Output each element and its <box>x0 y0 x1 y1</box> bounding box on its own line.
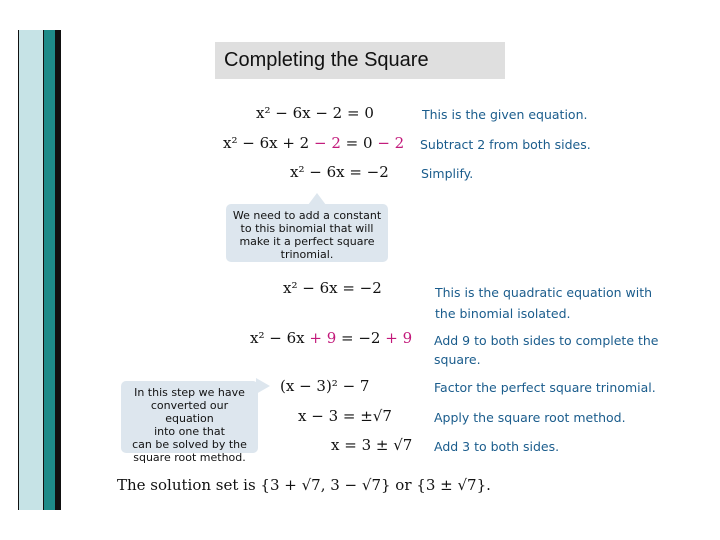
callout-convert-line: square root method. <box>133 451 246 464</box>
step-4-note <box>435 282 652 324</box>
callout-binomial <box>226 204 388 262</box>
left-decor-bar-light <box>18 30 43 510</box>
callout-convert-line: In this step we have <box>134 386 245 399</box>
callout-convert <box>121 381 258 464</box>
step-1-equation: x² − 6x − 2 = 0 <box>256 104 374 122</box>
step-8-equation: x = 3 ± √7 <box>331 436 413 454</box>
callout-convert-line: into one that <box>154 425 225 438</box>
step-4-note-line: the binomial isolated. <box>435 306 571 321</box>
step-6-note: Factor the perfect square trinomial. <box>434 380 656 395</box>
step-7-equation: x − 3 = ±√7 <box>298 407 392 425</box>
step-2-equation <box>223 134 404 152</box>
left-decor-bar-teal <box>43 30 55 510</box>
step-5-eq-part-d: + 9 <box>385 329 413 347</box>
step-5-note <box>434 331 659 369</box>
step-5-eq-part-a: x² − 6x <box>250 329 310 347</box>
callout-convert-line: can be solved by the <box>132 438 247 451</box>
step-4-note-line: This is the quadratic equation with <box>435 285 653 300</box>
callout-binomial-line: We need to add a constant <box>232 209 382 222</box>
step-6-equation: (x − 3)² − 7 <box>280 377 370 395</box>
step-7-note: Apply the square root method. <box>434 410 626 425</box>
step-3-equation: x² − 6x = −2 <box>290 163 389 181</box>
step-2-eq-part-d: − 2 <box>377 134 405 152</box>
step-1-note: This is the given equation. <box>422 107 588 122</box>
left-decor-bar-dark <box>55 30 61 510</box>
step-3-note: Simplify. <box>421 166 474 181</box>
slide-title: Completing the Square <box>215 42 505 79</box>
step-5-eq-part-c: = −2 <box>336 329 386 347</box>
step-5-note-line: square. <box>434 352 481 367</box>
step-5-equation <box>250 329 412 347</box>
callout-convert-line: converted our equation <box>150 399 229 425</box>
step-5-note-line: Add 9 to both sides to complete the <box>434 333 659 348</box>
callout-pointer-right <box>256 378 270 394</box>
step-5-eq-part-b: + 9 <box>309 329 337 347</box>
step-8-note: Add 3 to both sides. <box>434 439 560 454</box>
step-2-eq-part-b: − 2 <box>314 134 341 152</box>
callout-binomial-line: trinomial. <box>280 248 334 261</box>
step-2-note: Subtract 2 from both sides. <box>420 137 591 152</box>
solution-set: The solution set is {3 + √7, 3 − √7} or {3 ± √7}. <box>117 476 491 494</box>
callout-binomial-line: make it a perfect square <box>239 235 375 248</box>
step-2-eq-part-a: x² − 6x + 2 <box>223 134 314 152</box>
callout-binomial-line: to this binomial that will <box>240 222 374 235</box>
step-2-eq-part-c: = 0 <box>340 134 378 152</box>
step-4-equation: x² − 6x = −2 <box>283 279 382 297</box>
